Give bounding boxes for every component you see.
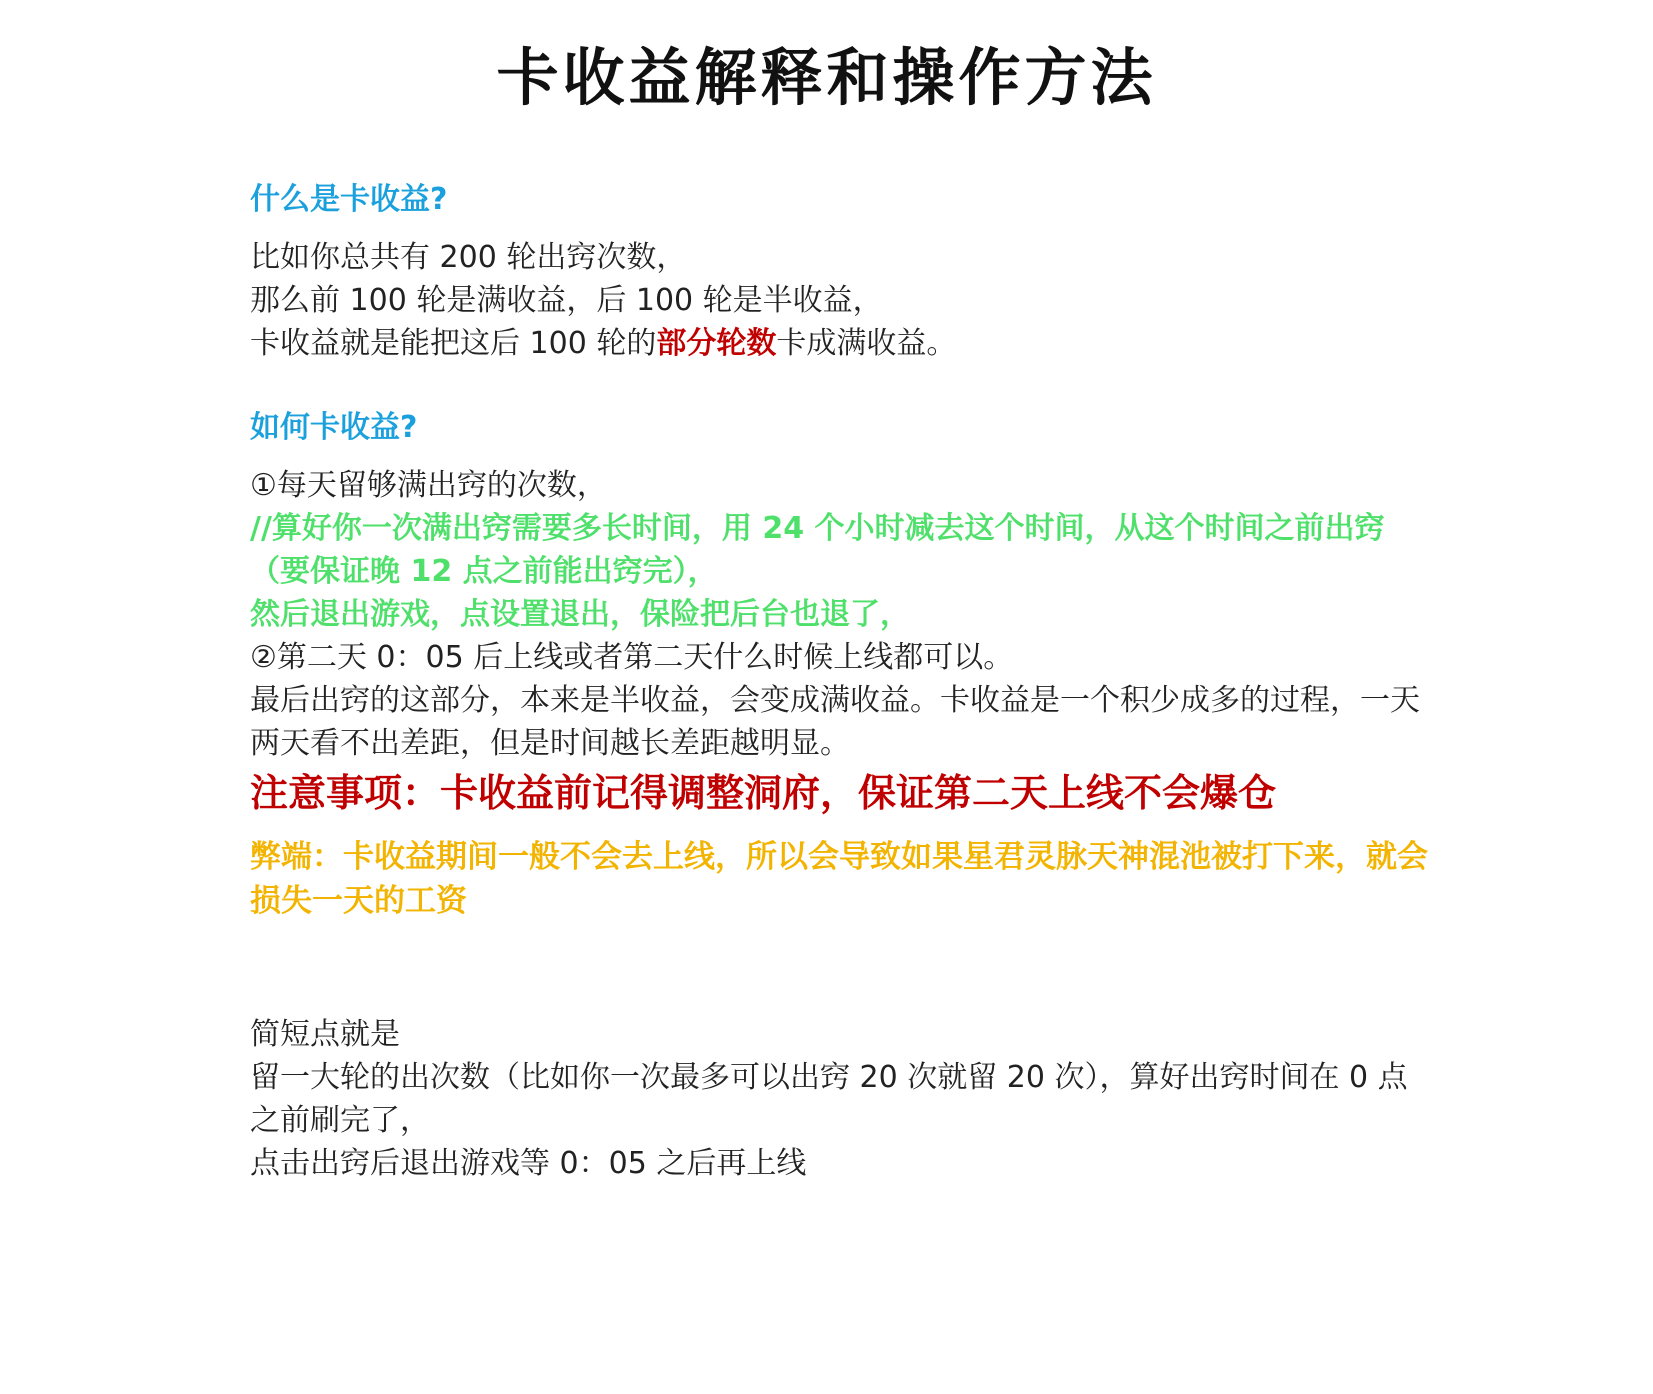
highlight-partial-rounds: 部分轮数 — [656, 326, 777, 361]
summary-body: 留一大轮的出次数（比如你一次最多可以出窍 20 次就留 20 次），算好出窍时间在 0 点之前刷完了， — [250, 1060, 1408, 1138]
section-heading-what: 什么是卡收益? — [250, 182, 448, 217]
section-what-line-2: 那么前 100 轮是满收益，后 100 轮是半收益， — [250, 283, 883, 318]
result-text: 最后出窍的这部分，本来是半收益，会变成满收益。卡收益是一个积少成多的过程，一天两天看不出差距，但是时间越长差距越明显。 — [250, 683, 1420, 761]
page-title: 卡收益解释和操作方法 — [496, 41, 1157, 114]
warning-note: 注意事项：卡收益前记得调整洞府，保证第二天上线不会爆仓 — [250, 771, 1277, 815]
section-what-line-3 — [250, 322, 1430, 365]
section-what-body — [250, 236, 1430, 365]
line3-text-after: 卡成满收益。 — [776, 326, 957, 361]
line3-text-before: 卡收益就是能把这后 100 轮的 — [250, 326, 657, 361]
section-how-body — [250, 464, 1430, 765]
summary-intro: 简短点就是 — [250, 1017, 400, 1052]
timing-tip: //算好你一次满出窍需要多长时间，用 24 个小时减去这个时间，从这个时间之前出窍（要保证晚 12 点之前能出窍完）， 然后退出游戏，点设置退出，保险把后台也退了， — [250, 511, 1385, 632]
summary-section — [250, 1013, 1430, 1185]
section-what-line-1: 比如你总共有 200 轮出窍次数， — [250, 240, 687, 275]
drawback-note: 弊端：卡收益期间一般不会去上线，所以会导致如果星君灵脉天神混池被打下来，就会损失一天的工资 — [250, 839, 1428, 919]
summary-end: 点击出窍后退出游戏等 0：05 之后再上线 — [250, 1146, 807, 1181]
step-2-text: ②第二天 0：05 后上线或者第二天什么时候上线都可以。 — [250, 640, 1014, 675]
article-body — [250, 172, 1430, 1185]
section-heading-how: 如何卡收益? — [250, 410, 418, 445]
step-1-text: ①每天留够满出窍的次数， — [250, 468, 607, 503]
